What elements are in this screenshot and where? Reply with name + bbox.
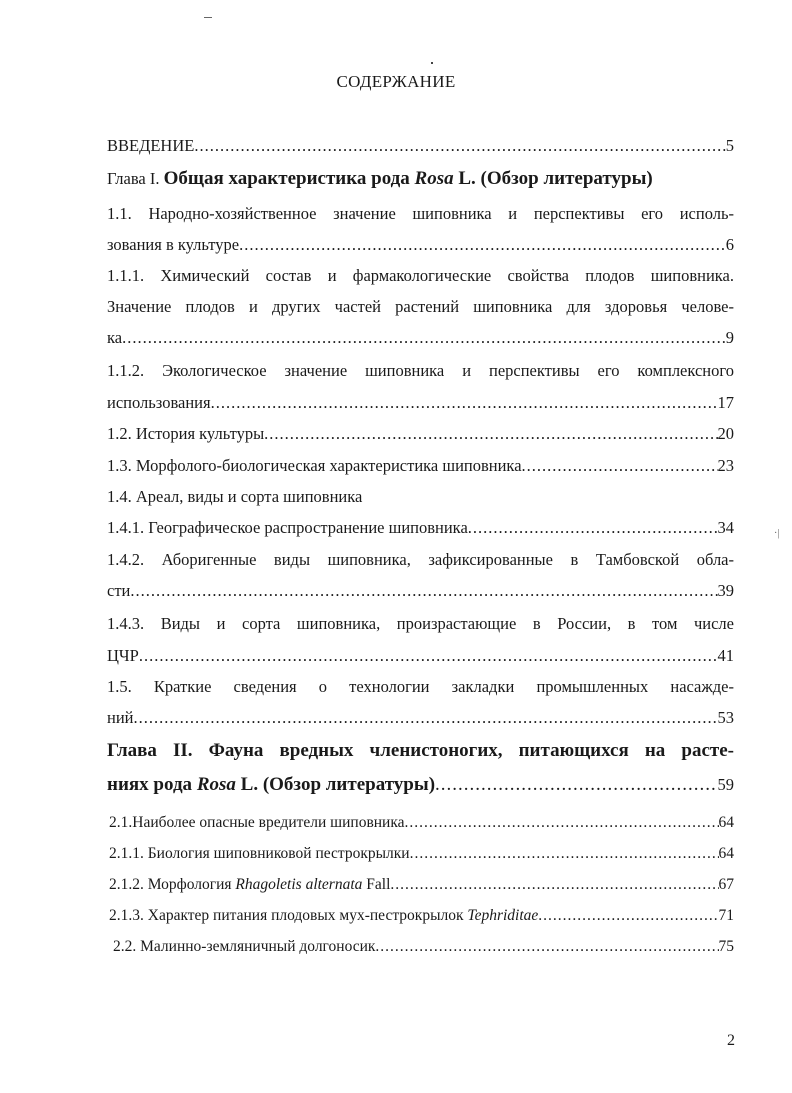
- toc-entry-2-2[interactable]: 2.2. Малинно-земляничный долгоносик ..... 75: [113, 936, 734, 958]
- toc-entry-2-1-2[interactable]: 2.1.2. Морфология Rhagoletis alternata Fall ..... 67: [109, 874, 734, 896]
- toc-entry-1-4-1[interactable]: 1.4.1. Географическое распространение шиповника ..... 34: [107, 517, 734, 539]
- toc-entry-1-1-2[interactable]: 1.1.2. Экологическое значение шиповника и перспективы его комплексного: [107, 361, 734, 380]
- toc-entry-2-1[interactable]: 2.1.Наиболее опасные вредители шиповника ..... 64: [109, 812, 734, 834]
- scan-dot: [431, 62, 433, 64]
- toc-chapter-2-cont[interactable]: ниях рода Rosa L. (Обзор литературы) ..... 59: [107, 774, 734, 796]
- toc-entry-1-1-1-cont[interactable]: ка ..... 9: [107, 327, 734, 349]
- toc-entry-1-4-2[interactable]: 1.4.2. Аборигенные виды шиповника, зафиксированные в Тамбовской обла-: [107, 550, 734, 569]
- toc-entry-1-3[interactable]: 1.3. Морфолого-биологическая характеристика шиповника ..... 23: [107, 455, 734, 477]
- toc-entry-1-1-1[interactable]: 1.1.1. Химический состав и фармакологические свойства плодов шиповника.: [107, 266, 734, 285]
- page-title: СОДЕРЖАНИЕ: [336, 72, 456, 91]
- toc-entry-1-5-cont[interactable]: ний ..... 53: [107, 707, 734, 729]
- toc-entry-1-1-2-cont[interactable]: использования ..... 17: [107, 392, 734, 414]
- toc-entry-1-4[interactable]: 1.4. Ареал, виды и сорта шиповника: [107, 487, 363, 506]
- toc-entry-1-2[interactable]: 1.2. История культуры ..... 20: [107, 423, 734, 445]
- toc-entry-2-1-3[interactable]: 2.1.3. Характер питания плодовых мух-пестрокрылок Tephriditae ..... 71: [109, 905, 734, 927]
- page-number: 2: [727, 1032, 735, 1049]
- scan-mark-right: ·|: [774, 528, 780, 539]
- toc-entry-1-4-3[interactable]: 1.4.3. Виды и сорта шиповника, произрастающие в России, в том числе: [107, 614, 734, 633]
- toc-entry-1-4-2-cont[interactable]: сти ..... 39: [107, 580, 734, 602]
- toc-entry-1-4-3-cont[interactable]: ЦЧР ..... 41: [107, 645, 734, 667]
- toc-entry-2-1-1[interactable]: 2.1.1. Биология шиповниковой пестрокрылки ..... 64: [109, 843, 734, 865]
- toc-entry-1-1-cont[interactable]: зования в культуре ..... 6: [107, 234, 734, 256]
- toc-entry-1-5[interactable]: 1.5. Краткие сведения о технологии закладки промышленных насажде-: [107, 677, 734, 696]
- scan-mark: [204, 17, 212, 18]
- toc-chapter-2[interactable]: Глава II. Фауна вредных членистоногих, питающихся на расте-: [107, 740, 734, 761]
- toc-chapter-1[interactable]: Глава I. Общая характеристика рода Rosa L. (Обзор литературы): [107, 168, 653, 189]
- toc-entry-intro[interactable]: ВВЕДЕНИЕ ..... 5: [107, 135, 734, 157]
- toc-entry-1-1-1-line2[interactable]: Значение плодов и других частей растений шиповника для здоровья челове-: [107, 297, 734, 316]
- toc-entry-1-1[interactable]: 1.1. Народно-хозяйственное значение шиповника и перспективы его исполь-: [107, 204, 734, 223]
